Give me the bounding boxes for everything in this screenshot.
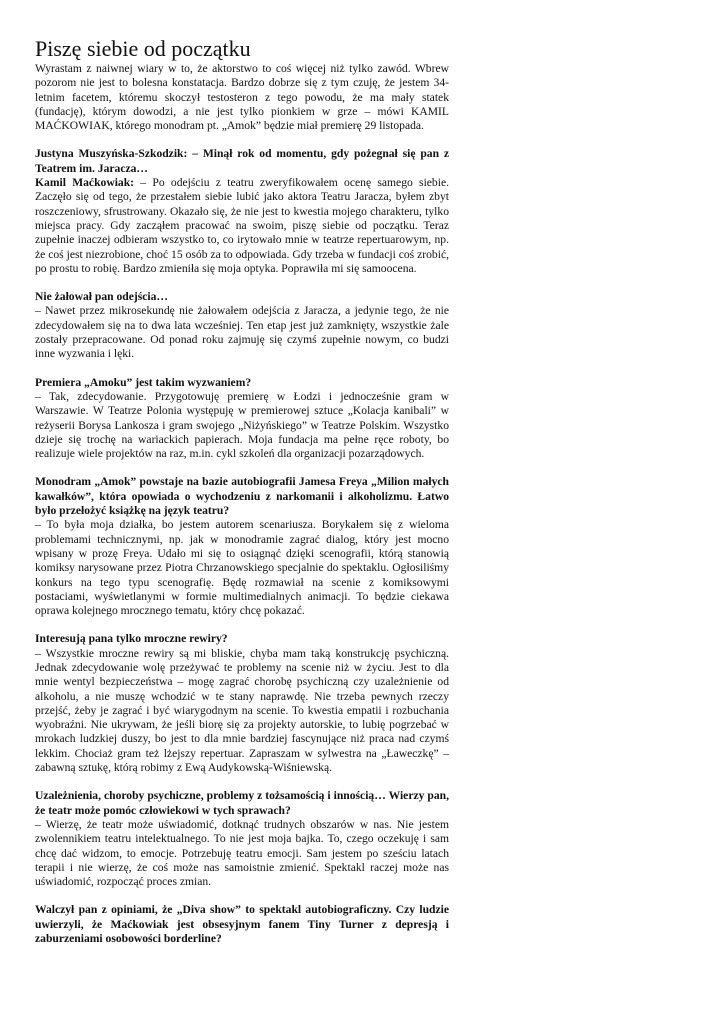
- answer-6: – Wierzę, że teatr może uświadomić, dotknąć trudnych obszarów w nas. Nie jestem zwolennikiem teatru intelektualnego. To nie jest moja bajka. To, czego oczekuję i sam chcę dać widzom, to emocje. Potrzebuję teatru emocji. Sam jestem po sześciu latach terapii i nie wierzę, że coś może nas samoistnie zmienić. Spektakl raczej może nas uświadomić, rozpocząć proces zmian.: [35, 817, 449, 889]
- question-1: Justyna Muszyńska-Szkodzik: – Minął rok od momentu, gdy pożegnał się pan z Teatrem im. Jaracza…: [35, 147, 449, 175]
- answer-5: – Wszystkie mroczne rewiry są mi bliskie, chyba mam taką konstrukcję psychiczną. Jednak zdecydowanie wolę przeżywać te problemy na scenie niż w życiu. Jest to dla mnie wentyl bezpieczeństwa – mogę zagrać chorobę psychiczną czy uzależnienie od alkoholu, a nie muszę wchodzić w te stany naprawdę. Nie trzeba pewnych rzeczy przejść, żeby je zagrać i być wiarygodnym na scenie. To kwestia empatii i rozbuchania wyobraźni. Nie ukrywam, że jeśli biorę się za projekty autorskie, to lubię pogrzebać w mrokach ludzkiej duszy, bo jest to dla mnie bardziej fascynujące niż praca nad czymś lekkim. Chociaż gram też lżejszy repertuar. Zapraszam w sylwestra na „Ławeczkę” – zabawną sztukę, którą robimy z Ewą Audykowską-Wiśniewską.: [35, 646, 449, 775]
- article-title: Piszę siebie od początku: [35, 36, 251, 61]
- qa-block-5: [35, 632, 449, 775]
- answer-1-speaker: Kamil Maćkowiak:: [35, 176, 135, 190]
- question-4: Monodram „Amok” powstaje na bazie autobiografii Jamesa Freya „Milion małych kawałków”, która opowiada o wychodzeniu z narkomanii i alkoholizmu. Łatwo było przełożyć książkę na język teatru?: [35, 475, 449, 518]
- document-page: [35, 0, 449, 946]
- question-2: Nie żałował pan odejścia…: [35, 290, 168, 304]
- qa-block-7: [35, 903, 449, 946]
- answer-1-text: – Po odejściu z teatru zweryfikowałem ocenę samego siebie. Zaczęło się od tego, że przestałem siebie lubić jako aktora Teatru Jaracza, byłem zbyt roszczeniowy, sfrustrowany. Okazało się, że nie jest to kwestia mojego charakteru, tylko miejsca pracy. Gdy zacząłem pracować na swoim, piszę siebie od początku. Teraz zupełnie inaczej odbieram wszystko to, co irytowało mnie w teatrze repertuarowym, np. że coś jest niezrobione, choć 15 osób za to odpowiada. Gdy trzeba w fundacji coś zrobić, po prostu to robię. Bardzo zmieniła się moja optyka. Poprawiła mi się samoocena.: [35, 176, 449, 275]
- qa-block-3: [35, 376, 449, 462]
- question-5: Interesują pana tylko mroczne rewiry?: [35, 632, 228, 646]
- question-7: Walczył pan z opiniami, że „Diva show” to spektakl autobiograficzny. Czy ludzie uwierzyli, że Maćkowiak jest obsesyjnym fanem Tiny Turner z depresją i zaburzeniami osobowości borderline?: [35, 903, 449, 946]
- answer-1: [35, 176, 449, 276]
- question-6: Uzależnienia, choroby psychiczne, problemy z tożsamością i innością… Wierzy pan, że teatr może pomóc człowiekowi w tych sprawach?: [35, 789, 449, 817]
- article-lead: Wyrastam z naiwnej wiary w to, że aktorstwo to coś więcej niż tylko zawód. Wbrew pozorom nie jest to bolesna konstatacja. Bardzo dobrze się z tym czuję, że jestem 34-letnim facetem, któremu skoczył testosteron z tego powodu, że ma mały statek (fundację), którym dowodzi, a nie jest tylko pionkiem w grze – mówi KAMIL MAĆKOWIAK, którego monodram pt. „Amok” będzie miał premierę 29 listopada.: [35, 62, 449, 133]
- answer-3: – Tak, zdecydowanie. Przygotowuję premierę w Łodzi i jednocześnie gram w Warszawie. W Teatrze Polonia występuję w premierowej sztuce „Kolacja kanibali” w reżyserii Borysa Lankosza i gram swojego „Niżyńskiego” w Teatrze Polskim. Wszystko dzieje się trochę na wariackich papierach. Moja fundacja ma pełne ręce roboty, bo realizuje wiele projektów na raz, m.in. cykl szkoleń dla organizacji pozarządowych.: [35, 389, 449, 461]
- answer-4: – To była moja działka, bo jestem autorem scenariusza. Borykałem się z wieloma problemami technicznymi, np. jak w monodramie zagrać dialog, który jest mocno wpisany w prozę Freya. Udało mi się to osiągnąć dzięki scenografii, którą stanowią komiksy narysowane przez Piotra Chrzanowskiego specjalnie do spektaklu. Ogłosiliśmy konkurs na tego typu scenografię. Będę rozmawiał na scenie z komiksowymi postaciami, wyświetlanymi w formie multimedialnych animacji. To będzie ciekawa oprawa kolejnego mrocznego tematu, który chcę pokazać.: [35, 518, 449, 618]
- qa-block-1: [35, 147, 449, 276]
- qa-block-6: [35, 789, 449, 889]
- question-3: Premiera „Amoku” jest takim wyzwaniem?: [35, 375, 252, 389]
- answer-2: – Nawet przez mikrosekundę nie żałowałem odejścia z Jaracza, a jedynie tego, że nie zdecydowałem się na to dwa lata wcześniej. Ten etap jest już zamknięty, wszystkie żale zostały przepracowane. Od ponad roku zajmuję się czymś zupełnie nowym, co budzi inne wyzwania i lęki.: [35, 304, 449, 361]
- qa-block-2: [35, 290, 449, 361]
- qa-block-4: [35, 475, 449, 618]
